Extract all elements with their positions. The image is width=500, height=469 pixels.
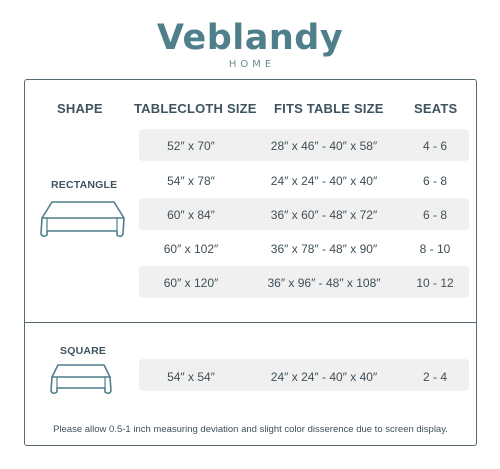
square-row-1-size: 54″ x 54″ — [167, 370, 215, 384]
rect-row-1-seats: 4 - 6 — [422, 139, 448, 153]
rect-row-2-seats: 6 - 8 — [422, 174, 448, 188]
rectangle-tablecloth-icon — [36, 198, 128, 251]
header-seats: SEATS — [414, 101, 458, 116]
rect-row-1-fits: 28″ x 46″ - 40″ x 58″ — [270, 139, 378, 153]
header-shape: SHAPE — [57, 101, 103, 116]
square-tablecloth-icon — [48, 361, 114, 408]
rect-row-1-size: 52″ x 70″ — [167, 139, 215, 153]
rect-row-3-seats: 6 - 8 — [422, 208, 448, 222]
header-fits-table-size: FITS TABLE SIZE — [274, 101, 384, 116]
measurement-disclaimer: Please allow 0.5-1 inch measuring deviation and slight color disserence due to screen display. — [53, 424, 448, 435]
square-label: SQUARE — [60, 345, 107, 357]
rectangle-label: RECTANGLE — [51, 179, 118, 191]
brand-name: Veblandy — [156, 18, 344, 58]
brand-logo — [0, 18, 500, 70]
rect-row-4-seats: 8 - 10 — [419, 242, 451, 256]
square-row-1-seats: 2 - 4 — [422, 370, 448, 384]
rect-row-4-fits: 36″ x 78″ - 48″ x 90″ — [270, 242, 378, 256]
header-tablecloth-size: TABLECLOTH SIZE — [134, 101, 257, 116]
rect-row-3-fits: 36″ x 60″ - 48″ x 72″ — [270, 208, 378, 222]
rect-row-5-seats: 10 - 12 — [416, 276, 454, 290]
rect-row-5-size: 60″ x 120″ — [163, 276, 219, 290]
rect-row-5-fits: 36″ x 96″ - 48″ x 108″ — [267, 276, 381, 290]
rect-row-3-size: 60″ x 84″ — [167, 208, 215, 222]
rect-row-4-size: 60″ x 102″ — [163, 242, 219, 256]
square-row-1-fits: 24″ x 24″ - 40″ x 40″ — [270, 370, 378, 384]
section-divider — [24, 322, 477, 323]
brand-subtitle: HOME — [228, 59, 276, 70]
rect-row-2-fits: 24″ x 24″ - 40″ x 40″ — [270, 174, 378, 188]
rect-row-2-size: 54″ x 78″ — [167, 174, 215, 188]
